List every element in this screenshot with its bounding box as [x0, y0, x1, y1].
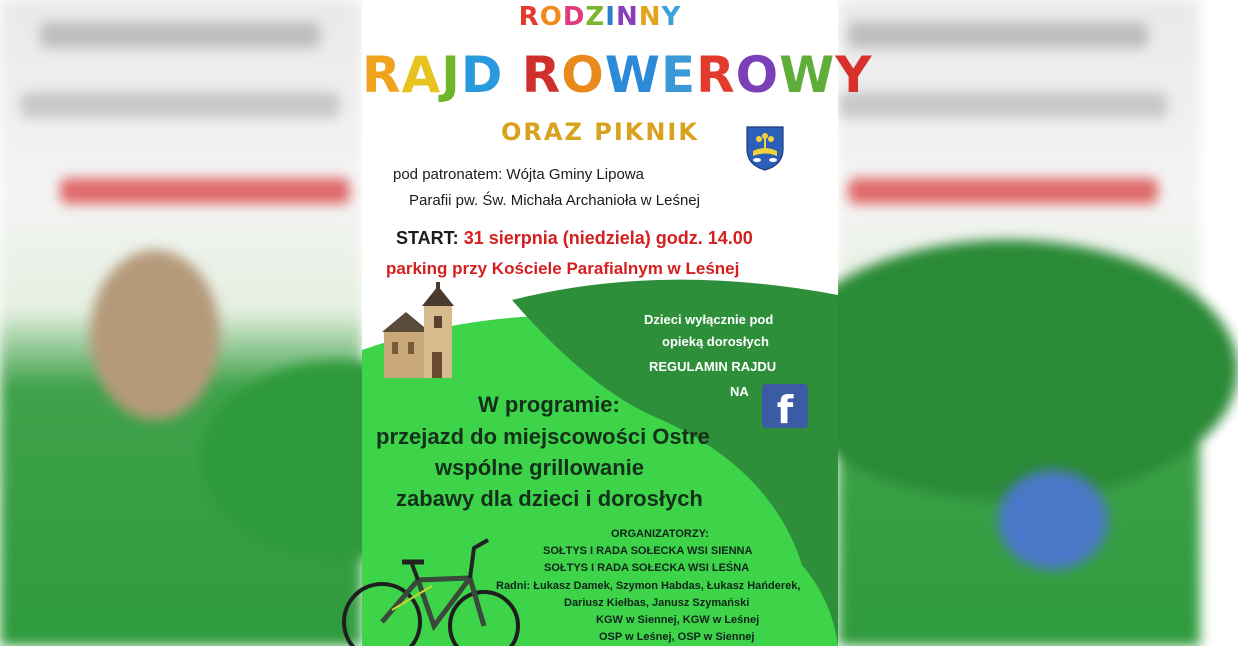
bicycle-icon	[362, 530, 512, 646]
program-heading: W programie:	[478, 392, 620, 417]
start-label: START:	[396, 228, 459, 248]
notice-line-2: opieką dorosłych	[662, 334, 769, 349]
title-letter: D	[460, 46, 504, 104]
title-letter: A	[401, 46, 442, 104]
organizer-line-3: Radni: Łukasz Damek, Szymon Habdas, Łukasz Hańderek,	[496, 580, 801, 592]
title-rajd-rowerowy	[362, 46, 873, 104]
organizers-heading: ORGANIZATORZY:	[611, 528, 709, 540]
organizer-line-6: OSP w Leśnej, OSP w Siennej	[599, 631, 755, 643]
title-letter: D	[562, 2, 586, 32]
patronage-line-1: pod patronatem: Wójta Gminy Lipowa	[393, 166, 644, 183]
church-icon	[384, 282, 460, 382]
coat-of-arms-icon	[745, 125, 785, 171]
title-letter: R	[518, 2, 540, 32]
title-letter: E	[660, 46, 697, 104]
title-letter	[503, 46, 521, 104]
program-item-3: zabawy dla dzieci i dorosłych	[396, 486, 703, 511]
notice-line-1: Dzieci wyłącznie pod	[644, 312, 774, 327]
start-date: 31 sierpnia (niedziela) godz. 14.00	[463, 228, 753, 248]
organizer-line-2: SOŁTYS I RADA SOŁECKA WSI LEŚNA	[544, 562, 750, 574]
blurred-backdrop-left	[0, 0, 362, 646]
title-letter: N	[615, 2, 639, 32]
title-letter: O	[561, 46, 605, 104]
title-letter: W	[779, 46, 836, 104]
title-letter: N	[638, 2, 662, 32]
title-letter: Y	[835, 46, 873, 104]
title-letter: I	[605, 2, 616, 32]
title-letter: W	[604, 46, 661, 104]
title-letter: Z	[585, 2, 606, 32]
title-letter: R	[696, 46, 736, 104]
title-rodzinny	[362, 2, 838, 32]
title-letter: Y	[661, 2, 682, 32]
organizer-line-4: Dariusz Kiełbas, Janusz Szymański	[564, 597, 750, 609]
title-oraz-piknik: ORAZ PIKNIK	[501, 118, 699, 146]
title-letter: J	[441, 46, 461, 104]
patronage-line-2: Parafii pw. Św. Michała Archanioła w Leśnej	[409, 192, 700, 209]
notice-line-3: REGULAMIN RAJDU	[649, 359, 777, 374]
start-info	[396, 228, 753, 249]
blurred-backdrop-right	[838, 0, 1200, 646]
organizer-line-1: SOŁTYS I RADA SOŁECKA WSI SIENNA	[543, 545, 753, 557]
start-location: parking przy Kościele Parafialnym w Leśnej	[386, 259, 740, 278]
title-letter: R	[362, 46, 402, 104]
event-poster	[362, 0, 873, 646]
title-letter: O	[539, 2, 563, 32]
facebook-icon: f	[762, 384, 808, 428]
program-item-1: przejazd do miejscowości Ostre	[376, 424, 710, 449]
program-item-2: wspólne grillowanie	[435, 455, 645, 480]
title-letter: O	[735, 46, 780, 104]
organizer-line-5: KGW w Siennej, KGW w Leśnej	[596, 614, 760, 626]
notice-line-4: NA	[730, 384, 749, 399]
title-letter: R	[521, 46, 562, 104]
